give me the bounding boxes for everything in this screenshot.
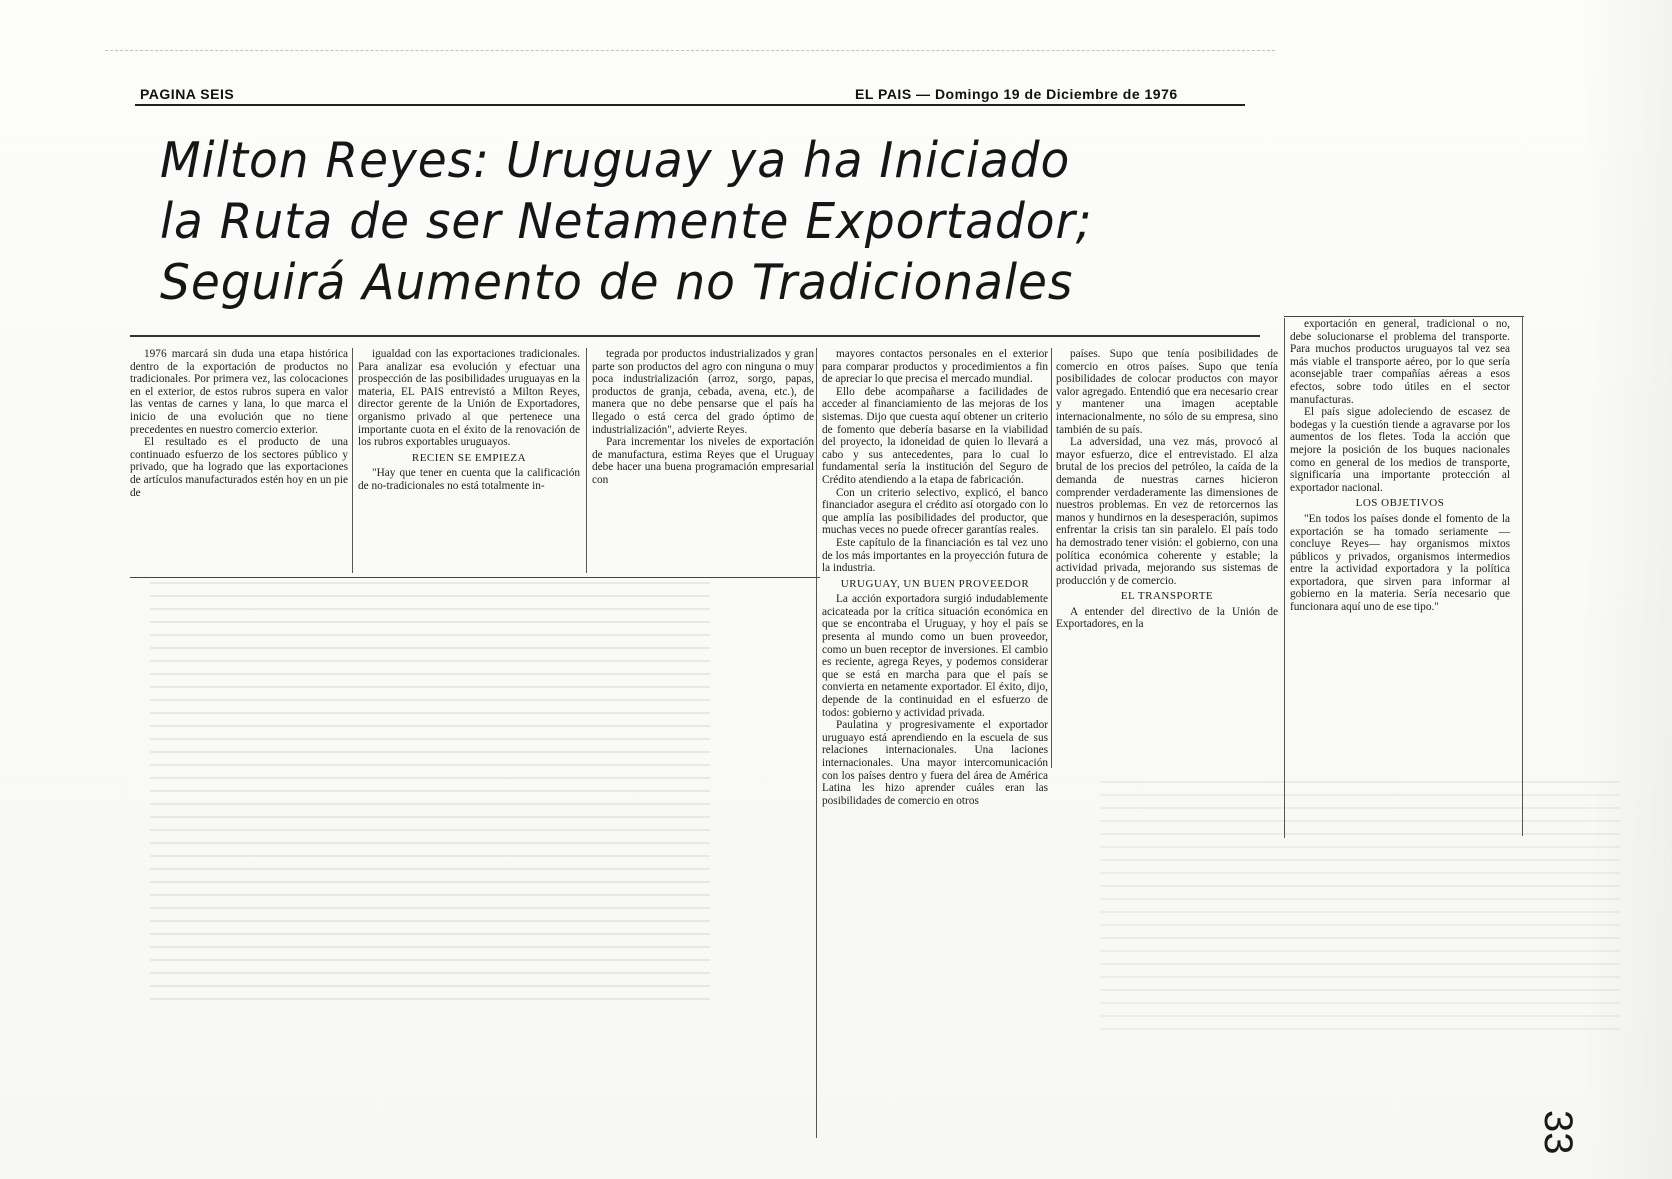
paragraph: exportación en general, tradicional o no, debe solucionarse el problema del transporte. Para muchos productos uruguayos tal vez sea más viable el transporte aéreo, por lo que sería aconsejable traer compañías aéreas a esos efectos, sobre todo útiles en el sector manufacturas. [1290,318,1510,406]
lower-left-rule [130,577,820,578]
article-column-6 [1290,318,1510,614]
article-column-4 [822,348,1048,807]
paragraph: tegrada por productos industrializados y gran parte son productos del agro con ninguna o muy poca industrialización (arroz, sorgo, papas, productos de granja, cebada, avena, etc.), de manera que no debe pensarse que el país ha llegado o está cerca del grado óptimo de industrialización", advierte Reyes. [592,348,814,436]
scan-top-edge [105,50,1275,55]
article-column-3 [592,348,814,487]
paragraph: La acción exportadora surgió indudablemente acicateada por la crítica situación económica en que se encontraba el Uruguay, y hoy el país se presenta al mundo como un buen proveedor, como un buen receptor de inversiones. El cambio es reciente, agrega Reyes, y podemos considerar que se está en marcha para que el país se convierta en netamente exportador. El éxito, dijo, depende de la continuidad en el esfuerzo de todos: gobierno y actividad privada. [822,593,1048,719]
headline-line-1: Milton Reyes: Uruguay ya ha Iniciado [160,132,1071,189]
column-rule [1051,348,1052,768]
clipping-edge-rule [1522,316,1523,836]
subheading-recien-se-empieza: RECIEN SE EMPIEZA [411,451,527,464]
column-rule [352,348,353,573]
subheading-uruguay-un-buen-proveedor: URUGUAY, UN BUEN PROVEEDOR [840,577,1030,590]
header-rule [135,104,1245,106]
paragraph: Paulatina y progresivamente el exportador uruguayo está aprendiendo en la escuela de sus relaciones internacionales. Una laciones internacionales. Una mayor intercomunicación con los países dentro y fuera del área de América Latina les hizo aprender cuáles eran las posibilidades de comercio en otros [822,719,1048,807]
paragraph: La adversidad, una vez más, provocó al mayor esfuerzo, dice el entrevistado. El alza brutal de los precios del petróleo, la caída de la demanda de nuestras carnes hicieron comprender verdaderamente las dimensiones de nuestros problemas. En vez de retorcernos las manos y hundirnos en la desesperación, supimos enfrentar la crisis tan sin paralelo. El país todo ha demostrado tener visión: el gobierno, con una política económica coherente y estable; la actividad privada, mejorando sus sistemas de producción y de comercio. [1056,436,1278,587]
bleed-through-text-right [1100,780,1620,1030]
paragraph: mayores contactos personales en el exterior para comparar productos y procedimientos a fin de apreciar lo que precisa el mercado mundial. [822,348,1048,386]
subheading-los-objetivos: LOS OBJETIVOS [1355,497,1445,510]
bleed-through-text [150,580,710,1000]
clipping-edge-rule [1284,316,1524,317]
paragraph: "Hay que tener en cuenta que la calificación de no-tradicionales no está totalmente in- [358,467,580,492]
column-rule [816,348,817,1138]
paragraph: países. Supo que tenía posibilidades de comercio en otros países. Supo que tenía posibilidades de colocar productos con mayor valor agregado. Entendió que era necesario crear y mantener una imagen aceptable internacionalmente, no sólo de su empresa, sino también de su país. [1056,348,1278,436]
paragraph: Con un criterio selectivo, explicó, el banco financiador asegura el crédito así otorgado con lo que amplía las posibilidades del productor, que muchas veces no puede ofrecer garantías reales. [822,486,1048,537]
headline [160,130,1216,313]
subheading-el-transporte: EL TRANSPORTE [1120,590,1214,603]
article-column-5 [1056,348,1278,631]
paragraph: igualdad con las exportaciones tradicionales. Para analizar esa evolución y efectuar una prospección de las posibilidades uruguayas en la materia, EL PAIS entrevistó a Milton Reyes, director gerente de la Unión de Exportadores, organismo privado al que pertenece una importante cuota en el éxito de la renovación de los rubros exportables uruguayos. [358,348,580,449]
column-rule [1284,318,1285,838]
paragraph: Para incrementar los niveles de exportación de manufactura, estima Reyes que el Uruguay debe hacer una buena programación empresarial con [592,436,814,486]
headline-rule [130,335,1260,337]
paragraph: El resultado es el producto de una continuado esfuerzo de los sectores público y privado, que ha logrado que las exportaciones de artículos manufacturados estén hoy en un pie de [130,436,348,499]
article-column-2 [358,348,580,493]
paragraph: Ello debe acompañarse a facilidades de acceder al financiamiento de las mejoras de los sistemas. Dijo que cuesta aquí obtener un criterio de fomento que debería basarse en la viabilidad del proyecto, la idoneidad de quien lo llevará a cabo y sus antecedentes, para lo cual lo fundamental sería la institución del Seguro de Crédito atendiendo a la etapa de fabricación. [822,385,1048,486]
paragraph: El país sigue adoleciendo de escasez de bodegas y la cuestión tiende a agravarse por los aumentos de los fletes. Toda la acción que mejore la posición de los buques nacionales como en general de los medios de transporte, significaría una importante protección al exportador nacional. [1290,406,1510,494]
section-label: PAGINA SEIS [140,86,235,102]
paragraph: 1976 marcará sin duda una etapa histórica dentro de la exportación de productos no tradicionales. Por primera vez, las colocaciones en el exterior, de estos rubros supera en valor las ventas de carnes y lana, lo que marca el inicio de una evolución que no tiene precedentes en nuestro comercio exterior. [130,348,348,436]
paragraph: A entender del directivo de la Unión de Exportadores, en la [1056,605,1278,631]
archive-page-number: 33 [1536,1110,1580,1155]
newspaper-dateline: EL PAIS — Domingo 19 de Diciembre de 1976 [855,86,1178,102]
paragraph: "En todos los países donde el fomento de la exportación se ha tomado seriamente —concluye Reyes— hay organismos mixtos públicos y privados, organismos intermedios entre la actividad exportadora y la política exportadora, que sirven para informar al gobierno en la materia. Sería necesario que funcionara aquí uno de ese tipo." [1290,512,1510,614]
column-rule [586,348,587,573]
article-column-1 [130,348,348,499]
headline-line-2: la Ruta de ser Netamente Exportador; [160,193,1093,250]
headline-line-3: Seguirá Aumento de no Tradicionales [160,254,1074,311]
paragraph: Este capítulo de la financiación es tal vez uno de los más importantes en la proyección futura de la industria. [822,536,1048,575]
